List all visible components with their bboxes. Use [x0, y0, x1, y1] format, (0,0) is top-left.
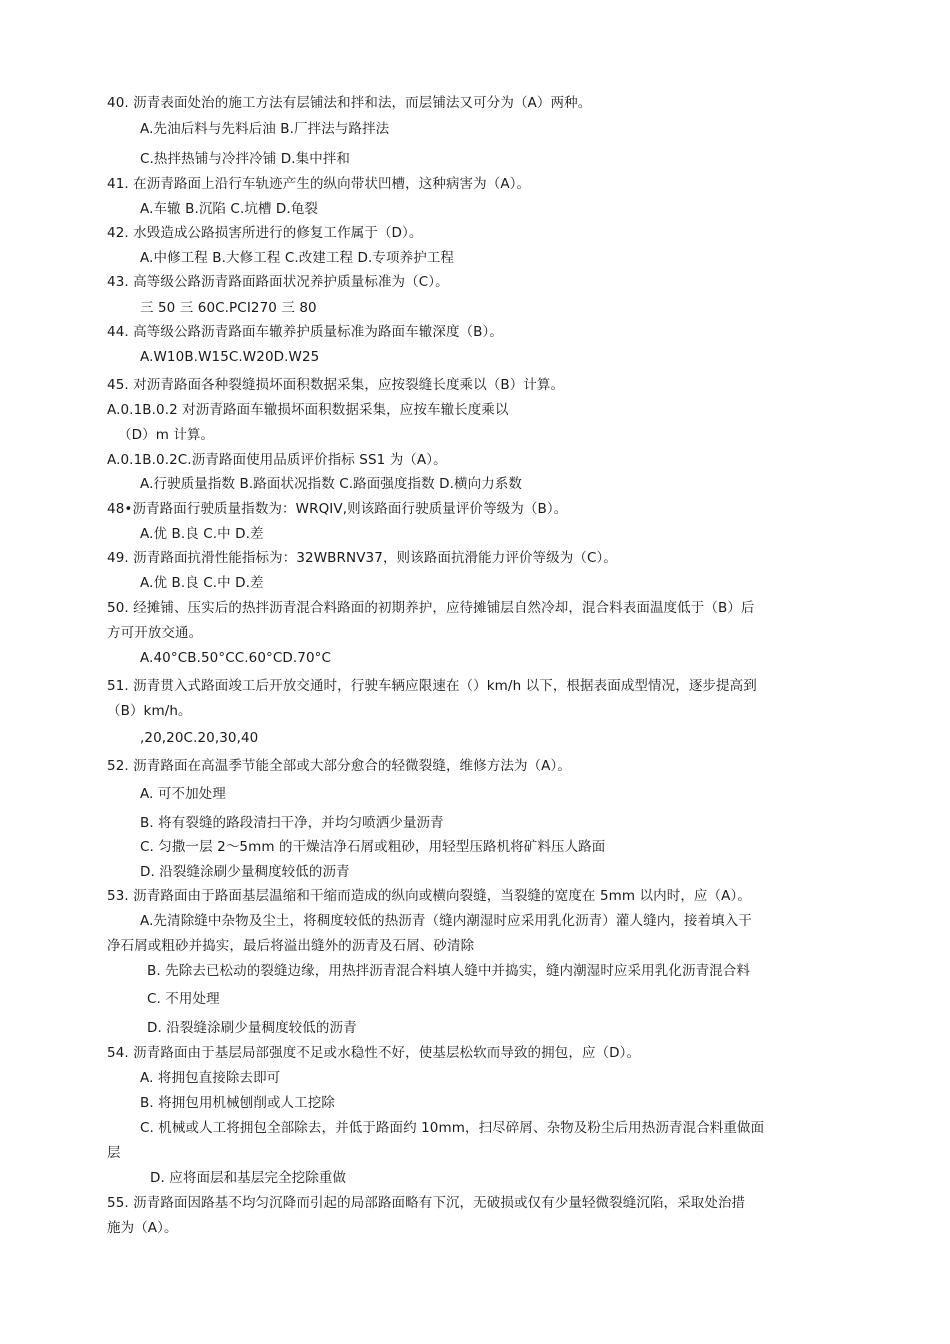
question-48: 48•沥青路面行驶质量指数为：WRQIV,则该路面行驶质量评价等级为（B）。 — [107, 501, 568, 517]
question-52-option-a: A. 可不加处理 — [140, 786, 226, 802]
question-54: 54. 沥青路面由于基层局部强度不足或水稳性不好，使基层松软而导致的拥包，应（D）。 — [107, 1045, 641, 1061]
question-53: 53. 沥青路面由于路面基层温缩和干缩而造成的纵向或横向裂缝，当裂缝的宽度在 5mm 以内时，应（A）。 — [107, 888, 751, 904]
question-51-options: ,20,20C.20,30,40 — [140, 730, 259, 746]
question-42-options: A.中修工程 B.大修工程 C.改建工程 D.专项养护工程 — [140, 250, 455, 266]
question-51: 51. 沥青贯入式路面竣工后开放交通时，行驶车辆应限速在（）km/h 以下，根据表面成型情况，逐步提高到 — [107, 678, 757, 694]
question-50-options: A.40°CB.50°CC.60°CD.70°C — [140, 650, 332, 666]
question-42: 42. 水毁造成公路损害所进行的修复工作属于（D）。 — [107, 225, 423, 241]
question-52-option-b: B. 将有裂缝的路段清扫干净，并均匀喷洒少量沥青 — [140, 815, 444, 831]
question-41-options: A.车辙 B.沉陷 C.坑槽 D.龟裂 — [140, 201, 319, 217]
question-50-cont: 方可开放交通。 — [107, 625, 203, 641]
question-55-cont: 施为（A）。 — [107, 1220, 178, 1236]
question-43: 43. 高等级公路沥青路面路面状况养护质量标准为（C）。 — [107, 274, 449, 290]
question-54-option-d: D. 应将面层和基层完全挖除重做 — [150, 1170, 347, 1186]
question-53-option-d: D. 沿裂缝涂刷少量稠度较低的沥青 — [147, 1020, 357, 1036]
question-55: 55. 沥青路面因路基不均匀沉降而引起的局部路面略有下沉，无破损或仅有少量轻微裂缝沉陷，采取处治措 — [107, 1195, 746, 1211]
question-41: 41. 在沥青路面上沿行车轨迹产生的纵向带状凹槽，这种病害为（A）。 — [107, 176, 531, 192]
question-54-option-a: A. 将拥包直接除去即可 — [140, 1070, 281, 1086]
question-44-options: A.W10B.W15C.W20D.W25 — [140, 349, 320, 365]
question-50: 50. 经摊铺、压实后的热拌沥青混合料路面的初期养护，应待摊铺层自然冷却，混合料表面温度低于（B）后 — [107, 600, 755, 616]
question-52-option-d: D. 沿裂缝涂刷少量稠度较低的沥青 — [140, 864, 350, 880]
question-47-options: A.行驶质量指数 B.路面状况指数 C.路面强度指数 D.横向力系数 — [140, 476, 523, 492]
question-40: 40. 沥青表面处治的施工方法有层铺法和拌和法，而层铺法又可分为（A）两种。 — [107, 95, 592, 111]
question-46-cont: （D）m 计算。 — [118, 427, 215, 443]
question-40-options-ab: A.先油后料与先料后油 B.厂拌法与路拌法 — [140, 121, 390, 137]
question-53-option-c: C. 不用处理 — [147, 991, 220, 1007]
question-46: A.0.1B.0.2 对沥青路面车辙损坏面积数据采集，应按车辙长度乘以 — [107, 402, 509, 418]
question-48-options: A.优 B.良 C.中 D.差 — [140, 526, 264, 542]
question-51-cont: （B）km/h。 — [107, 703, 192, 719]
question-52: 52. 沥青路面在高温季节能全部或大部分愈合的轻微裂缝，维修方法为（A）。 — [107, 758, 571, 774]
question-54-option-b: B. 将拥包用机械刨削或人工挖除 — [140, 1095, 335, 1111]
question-54-option-c: C. 机械或人工将拥包全部除去，并低于路面约 10mm，扫尽碎屑、杂物及粉尘后用热沥青混合料重做面 — [140, 1120, 765, 1136]
question-52-option-c: C. 匀撒一层 2〜5mm 的干燥洁净石屑或粗砂，用轻型压路机将矿料压人路面 — [140, 839, 606, 855]
question-53-option-a: A.先清除缝中杂物及尘土，将稠度较低的热沥青（缝内潮湿时应采用乳化沥青）灌人缝内，接着填入干 — [140, 913, 752, 929]
question-40-options-cd: C.热拌热铺与冷拌冷铺 D.集中拌和 — [140, 151, 350, 167]
question-43-options: 三 50 三 60C.PCI270 三 80 — [140, 300, 317, 316]
question-45: 45. 对沥青路面各种裂缝损坏面积数据采集，应按裂缝长度乘以（B）计算。 — [107, 377, 565, 393]
question-49: 49. 沥青路面抗滑性能指标为：32WBRNV37，则该路面抗滑能力评价等级为（C）。 — [107, 550, 617, 566]
question-54-option-c-cont: 层 — [107, 1145, 121, 1161]
question-53-option-a-cont: 净石屑或粗砂并捣实，最后将溢出缝外的沥青及石屑、砂清除 — [107, 938, 475, 954]
question-49-options: A.优 B.良 C.中 D.差 — [140, 575, 264, 591]
question-47: A.0.1B.0.2C.沥青路面使用品质评价指标 SS1 为（A）。 — [107, 452, 447, 468]
question-44: 44. 高等级公路沥青路面车辙养护质量标准为路面车辙深度（B）。 — [107, 324, 503, 340]
question-53-option-b: B. 先除去已松动的裂缝边缘，用热拌沥青混合料填人缝中并捣实，缝内潮湿时应采用乳化沥青混合料 — [147, 963, 750, 979]
